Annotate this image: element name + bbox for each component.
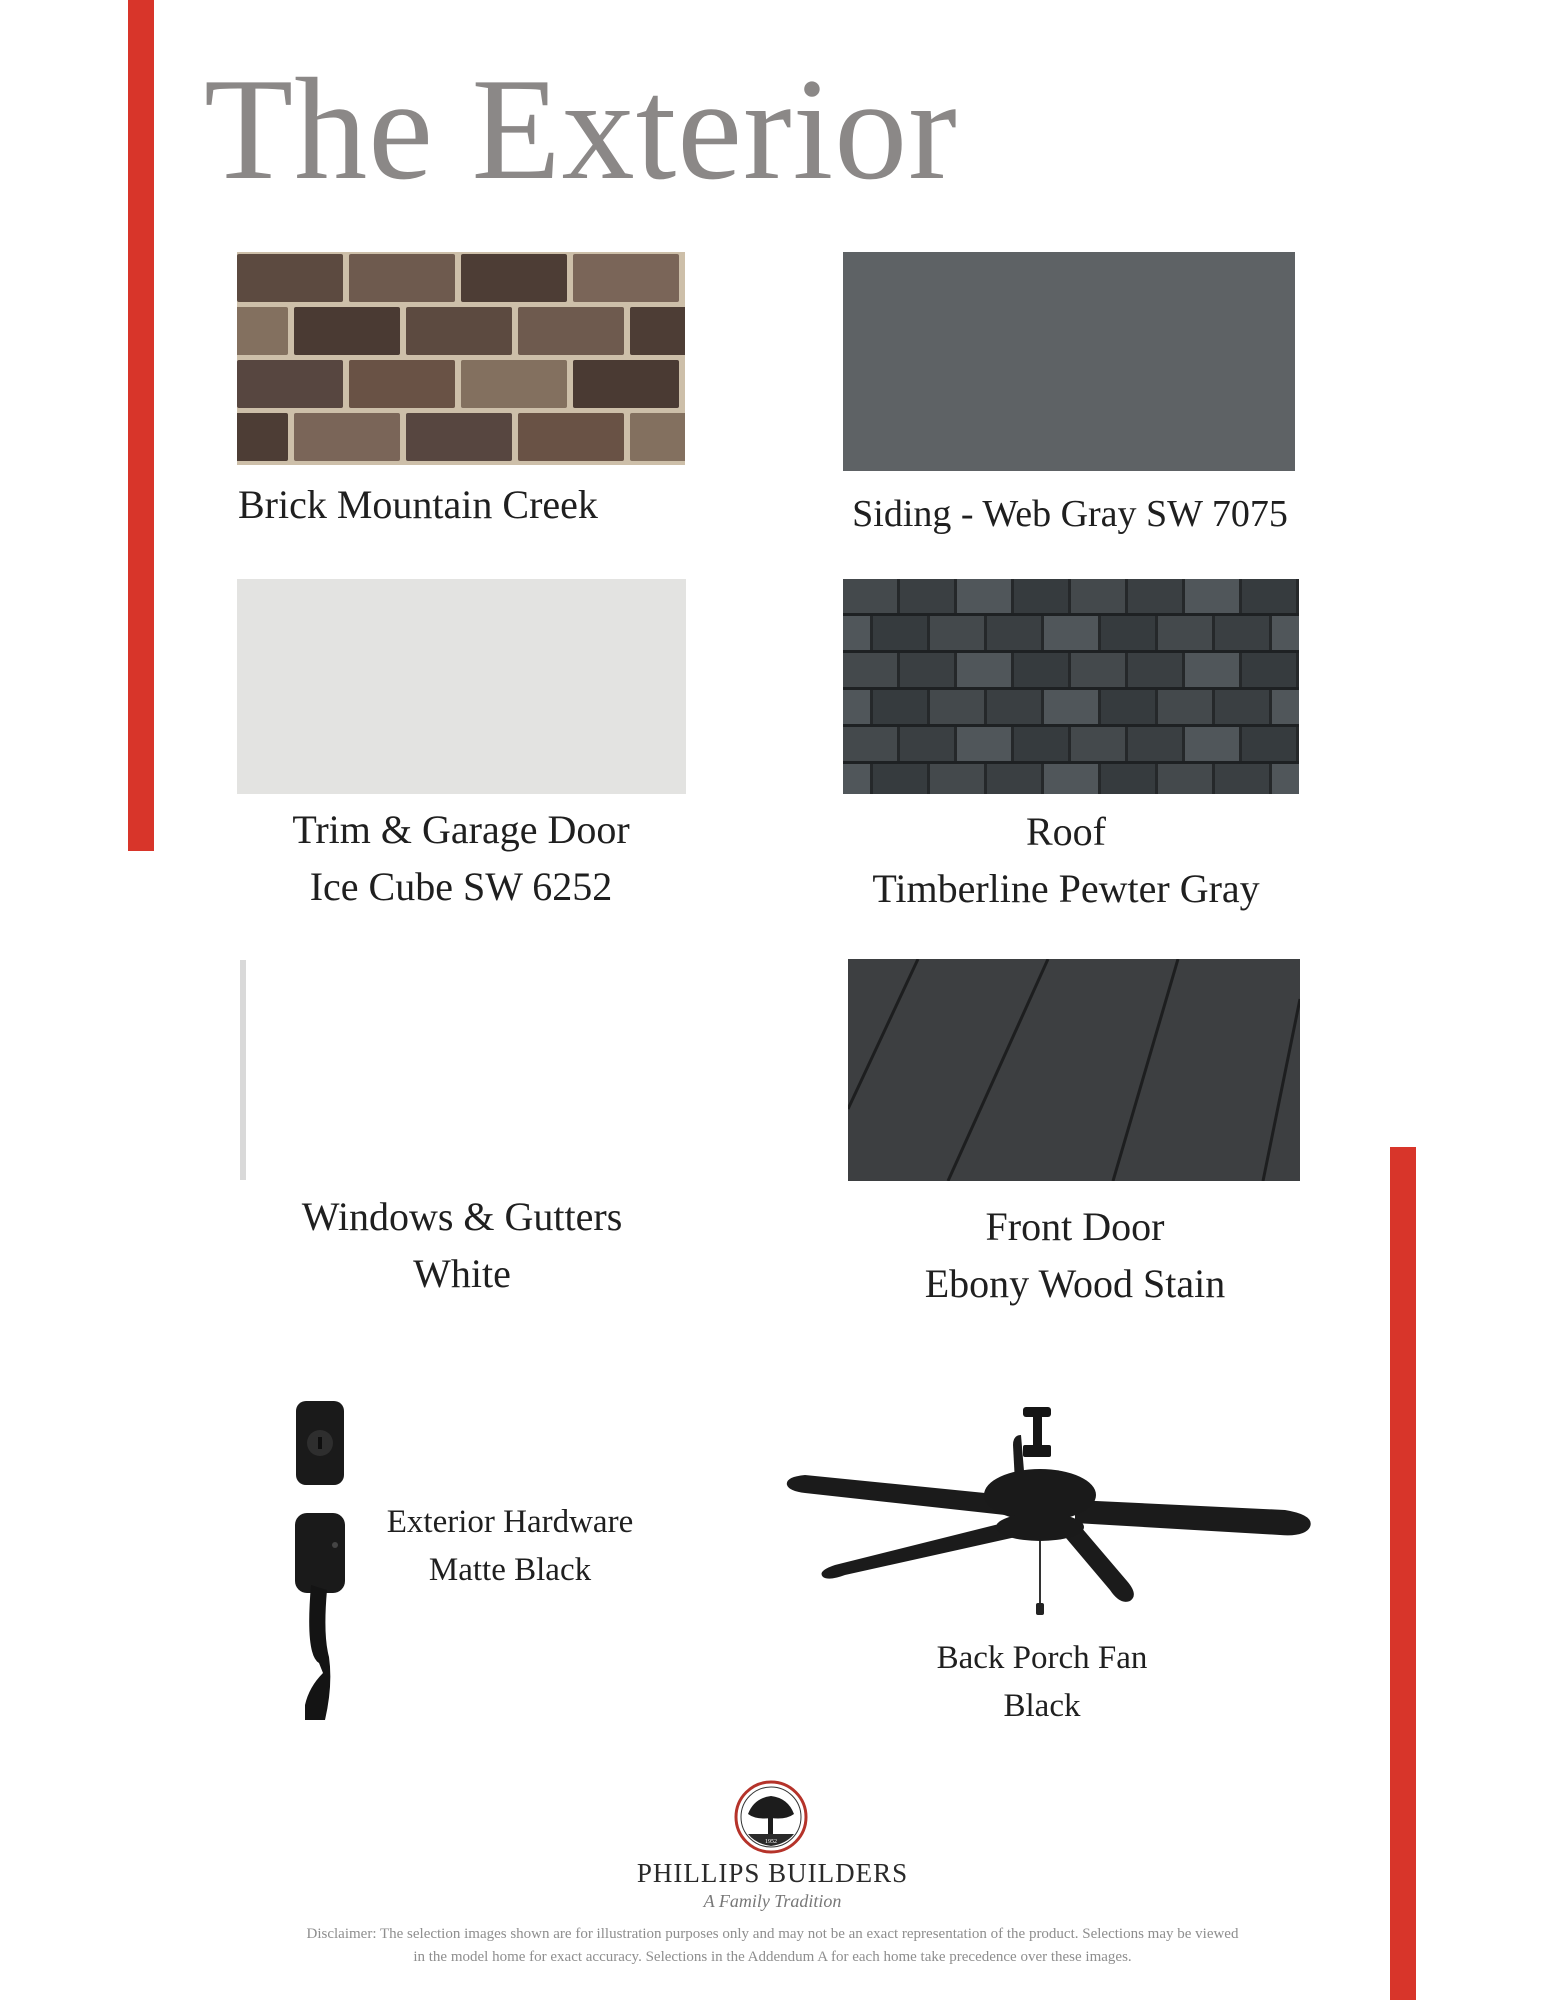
- brick-unit: [294, 413, 400, 461]
- ceiling-fan-icon: [775, 1405, 1325, 1635]
- brand-name: PHILLIPS BUILDERS: [636, 1858, 909, 1888]
- brick-unit: [573, 254, 679, 302]
- brick-unit: [406, 413, 512, 461]
- shingle-tab: [1128, 727, 1185, 761]
- shingle-tab: [957, 727, 1014, 761]
- shingle-tab: [873, 690, 930, 724]
- shingle-tab: [1044, 764, 1101, 794]
- trim-swatch: [237, 579, 686, 794]
- fan-label: [892, 1634, 1192, 1730]
- shingle-tab: [843, 579, 900, 613]
- brick-label: [237, 476, 686, 533]
- shingle-tab: [930, 690, 987, 724]
- front-door-label-line-2: Ebony Wood Stain: [924, 1261, 1226, 1306]
- brick-unit: [573, 360, 679, 408]
- shingle-tab: [1014, 653, 1071, 687]
- roof-label: [816, 803, 1316, 917]
- brick-unit: [237, 254, 343, 302]
- brick-unit: [630, 413, 685, 461]
- shingle-tab: [1272, 616, 1299, 650]
- shingle-tab: [1158, 764, 1215, 794]
- disclaimer-line-2: in the model home for exact accuracy. Selections in the Addendum A for each home take precedence over these images.: [413, 1949, 1132, 1965]
- shingle-tab: [1101, 616, 1158, 650]
- shingle-tab: [930, 764, 987, 794]
- fan-label-line-2: Black: [1003, 1688, 1081, 1724]
- disclaimer-line-1: Disclaimer: The selection images shown are for illustration purposes only and may not be an exact representation of the product. Selections may be viewed: [306, 1926, 1239, 1942]
- windows-label: [212, 1188, 712, 1302]
- shingle-tab: [1185, 727, 1242, 761]
- shingle-tab: [987, 690, 1044, 724]
- shingle-tab: [843, 616, 873, 650]
- shingle-tab: [1185, 579, 1242, 613]
- shingle-tab: [873, 616, 930, 650]
- shingle-tab: [1272, 690, 1299, 724]
- brick-unit: [294, 307, 400, 355]
- shingle-tab: [1272, 764, 1299, 794]
- disclaimer: [185, 1923, 1360, 1969]
- brick-unit: [518, 307, 624, 355]
- shingle-tab: [900, 579, 957, 613]
- siding-swatch: [843, 252, 1295, 471]
- brick-unit: [237, 307, 288, 355]
- siding-label: [820, 486, 1320, 543]
- accent-bar-left: [128, 0, 154, 851]
- door-panel-lines: [848, 959, 1300, 1181]
- brick-unit: [518, 413, 624, 461]
- brick-swatch: [237, 252, 685, 465]
- shingle-tab: [1044, 690, 1101, 724]
- shingle-tab: [987, 616, 1044, 650]
- brick-unit: [461, 254, 567, 302]
- shingle-tab: [873, 764, 930, 794]
- phillips-builders-logo: [734, 1780, 808, 1854]
- shingle-tab: [957, 653, 1014, 687]
- roof-label-line-1: Roof: [1026, 809, 1106, 854]
- shingle-tab: [1242, 727, 1299, 761]
- shingle-tab: [1128, 653, 1185, 687]
- shingle-tab: [987, 764, 1044, 794]
- shingle-tab: [1071, 727, 1128, 761]
- front-door-label-line-1: Front Door: [985, 1204, 1165, 1249]
- shingle-tab: [1044, 616, 1101, 650]
- brick-label-line: Brick Mountain Creek: [238, 482, 598, 527]
- door-handleset-icon: [285, 1395, 355, 1725]
- shingle-tab: [1071, 579, 1128, 613]
- windows-swatch: [240, 960, 246, 1180]
- shingle-tab: [900, 653, 957, 687]
- brick-unit: [406, 307, 512, 355]
- hardware-label-line-1: Exterior Hardware: [386, 1504, 634, 1540]
- hardware-label: [360, 1498, 660, 1594]
- trim-label-line-2: Ice Cube SW 6252: [309, 864, 613, 909]
- shingle-tab: [1071, 653, 1128, 687]
- shingle-tab: [1014, 727, 1071, 761]
- shingle-tab: [1158, 690, 1215, 724]
- windows-label-line-2: White: [413, 1251, 511, 1296]
- shingle-tab: [900, 727, 957, 761]
- brick-unit: [461, 360, 567, 408]
- logo-year: 1952: [765, 1839, 777, 1845]
- shingle-tab: [1242, 653, 1299, 687]
- shingle-tab: [843, 690, 873, 724]
- shingle-tab: [1101, 764, 1158, 794]
- shingle-tab: [930, 616, 987, 650]
- shingle-tab: [1215, 616, 1272, 650]
- shingle-tab: [1185, 653, 1242, 687]
- hardware-label-line-2: Matte Black: [428, 1552, 592, 1588]
- fan-label-line-1: Back Porch Fan: [936, 1640, 1148, 1676]
- siding-label-line: Siding - Web Gray SW 7075: [852, 493, 1288, 535]
- front-door-swatch: [848, 959, 1300, 1181]
- shingle-tab: [1158, 616, 1215, 650]
- trim-label: [206, 801, 716, 915]
- brick-unit: [349, 360, 455, 408]
- roof-label-line-2: Timberline Pewter Gray: [872, 866, 1260, 911]
- shingle-tab: [1014, 579, 1071, 613]
- shingle-tab: [843, 653, 900, 687]
- brick-unit: [630, 307, 685, 355]
- shingle-tab: [1215, 764, 1272, 794]
- shingle-tab: [843, 764, 873, 794]
- brick-unit: [349, 254, 455, 302]
- shingle-tab: [1215, 690, 1272, 724]
- front-door-label: [825, 1198, 1325, 1312]
- brick-unit: [237, 413, 288, 461]
- roof-swatch: [843, 579, 1299, 794]
- brick-unit: [237, 360, 343, 408]
- shingle-tab: [1101, 690, 1158, 724]
- shingle-tab: [1128, 579, 1185, 613]
- shingle-tab: [957, 579, 1014, 613]
- trim-label-line-1: Trim & Garage Door: [292, 807, 630, 852]
- shingle-tab: [1242, 579, 1299, 613]
- page-title: The Exterior: [204, 48, 958, 210]
- windows-label-line-1: Windows & Gutters: [301, 1194, 623, 1239]
- shingle-tab: [843, 727, 900, 761]
- brand-tagline: A Family Tradition: [703, 1891, 842, 1911]
